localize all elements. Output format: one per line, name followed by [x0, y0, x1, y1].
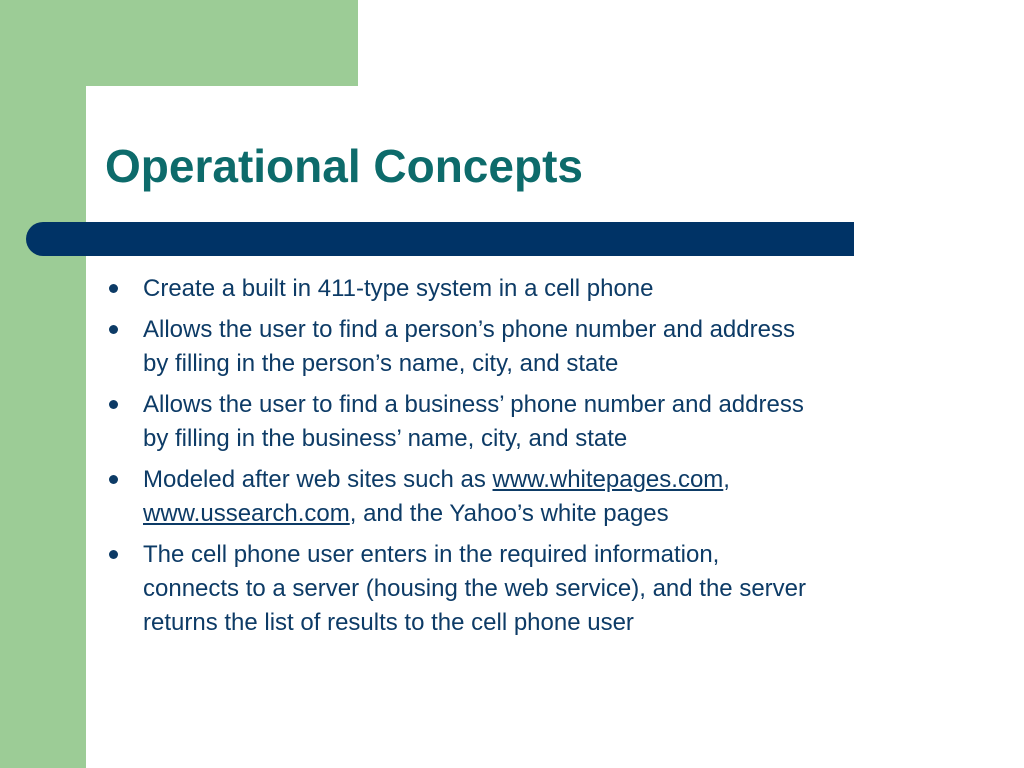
slide-title: Operational Concepts: [105, 140, 583, 192]
ussearch-link[interactable]: www.ussearch.com: [143, 500, 350, 527]
bullet-text: Allows the user to find a business’ phone number and address: [143, 391, 804, 418]
bullet-text: , and the Yahoo’s white pages: [349, 500, 669, 527]
green-frame-top: [0, 0, 358, 86]
bullet-icon: [109, 475, 118, 484]
bullet-text: Modeled after web sites such as: [143, 466, 493, 493]
bullet-text: by filling in the business’ name, city, and state: [143, 425, 628, 452]
list-item: [105, 272, 965, 306]
bullet-icon: [109, 550, 118, 559]
bullet-text: The cell phone user enters in the required information,: [143, 541, 720, 568]
bullet-text: connects to a server (housing the web service), and the server: [143, 575, 806, 602]
bullet-text: returns the list of results to the cell phone user: [143, 609, 634, 636]
bullet-text: Create a built in 411-type system in a cell phone: [143, 275, 654, 302]
bullet-icon: [109, 400, 118, 409]
bullet-icon: [109, 284, 118, 293]
bullet-icon: [109, 325, 118, 334]
list-item: [105, 463, 965, 531]
bullet-list: [105, 272, 965, 647]
list-item: [105, 388, 965, 456]
whitepages-link[interactable]: www.whitepages.com: [492, 466, 724, 493]
bullet-text: ,: [723, 466, 730, 493]
green-frame-left: [0, 0, 86, 768]
title-underline-bar: [26, 222, 854, 256]
bullet-text: by filling in the person’s name, city, and state: [143, 350, 619, 377]
list-item: [105, 313, 965, 381]
bullet-text: Allows the user to find a person’s phone number and address: [143, 316, 795, 343]
list-item: [105, 538, 965, 640]
